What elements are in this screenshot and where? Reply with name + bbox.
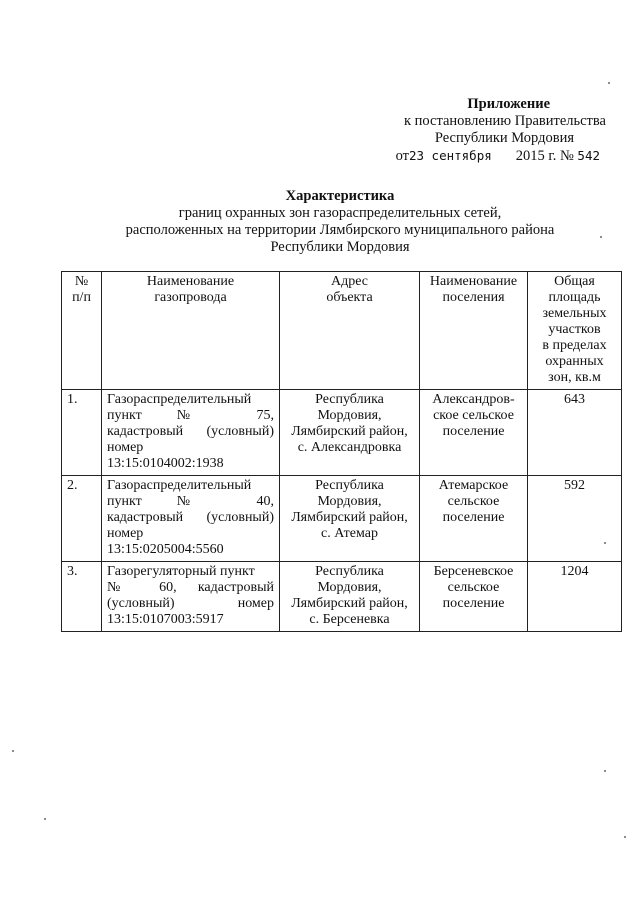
object-address: [280, 562, 420, 632]
address-line: Лямбирский район,: [291, 596, 408, 611]
settlement-line: Берсеневское: [433, 564, 514, 579]
object-address: [280, 476, 420, 562]
header-area-line: Общая: [554, 274, 595, 289]
heading-line-2: границ охранных зон газораспределительных сетей,: [178, 205, 502, 221]
settlement-name: [420, 476, 528, 562]
settlement-line: поселение: [442, 596, 505, 611]
appendix-block: [346, 96, 606, 165]
appendix-date-line: [346, 147, 606, 165]
scan-speck: [608, 82, 610, 84]
pipeline-name-line: номер: [107, 440, 144, 455]
header-number: [62, 272, 102, 390]
header-address: [280, 272, 420, 390]
pipeline-name-line: (условный) номер: [107, 596, 274, 611]
address-line: Республика: [315, 392, 384, 407]
address-line: Мордовия,: [317, 408, 382, 423]
header-settlement: [420, 272, 528, 390]
settlement-line: поселение: [442, 424, 505, 439]
header-area-line: зон, кв.м: [548, 370, 601, 385]
date-handwritten: 23 сентября: [408, 148, 492, 163]
pipeline-name-line: пункт № 40,: [107, 494, 274, 509]
pipeline-name-line: кадастровый (условный): [107, 510, 274, 525]
settlement-line: ское сельское: [433, 408, 514, 423]
appendix-republic-line: Республики Мордовия: [434, 130, 574, 146]
settlement-line: сельское: [447, 494, 500, 509]
address-line: Республика: [315, 564, 384, 579]
scan-speck: [44, 818, 46, 820]
pipeline-name-line: номер: [107, 526, 144, 541]
pipeline-name-line-text: пункт № 75,: [107, 408, 274, 423]
table-row: [62, 390, 622, 476]
pipeline-name-line: Газораспределительный: [107, 392, 252, 407]
settlement-name: [420, 390, 528, 476]
pipeline-name-line: 13:15:0107003:5917: [107, 612, 224, 627]
scan-speck: [12, 750, 14, 752]
area-value: 592: [528, 476, 622, 562]
pipeline-name: [102, 390, 280, 476]
address-line: Лямбирский район,: [291, 510, 408, 525]
pipeline-name-line: 13:15:0104002:1938: [107, 456, 224, 471]
table-row: [62, 562, 622, 632]
header-pipeline-line: Наименование: [146, 274, 235, 289]
pipeline-name: [102, 562, 280, 632]
heading-title: Характеристика: [285, 188, 395, 204]
scan-speck: [604, 542, 606, 544]
zones-table: [61, 271, 622, 632]
pipeline-name-line: 13:15:0205004:5560: [107, 542, 224, 557]
date-year: 2015 г. №: [515, 148, 574, 164]
pipeline-name: [102, 476, 280, 562]
document-number: 542: [577, 148, 600, 163]
address-line: с. Атемар: [321, 526, 378, 541]
settlement-line: сельское: [447, 580, 500, 595]
address-line: Мордовия,: [317, 580, 382, 595]
row-number: 2.: [62, 476, 102, 562]
settlement-line: Атемарское: [438, 478, 509, 493]
header-pipeline-line: газопровода: [154, 290, 227, 305]
date-prefix: от: [395, 148, 409, 164]
header-area-line: участков: [548, 322, 601, 337]
pipeline-name-line: [107, 408, 274, 424]
row-number: 3.: [62, 562, 102, 632]
pipeline-name-line: Газораспределительный: [107, 478, 252, 493]
header-address-line: Адрес: [330, 274, 368, 289]
header-address-line: объекта: [326, 290, 373, 305]
heading-line-4: Республики Мордовия: [270, 239, 410, 255]
header-area-line: в пределах: [542, 338, 607, 353]
header-number-line: №: [74, 274, 89, 289]
area-value: 1204: [528, 562, 622, 632]
header-area: [528, 272, 622, 390]
document-heading: [100, 188, 580, 256]
scan-speck: [624, 836, 626, 838]
scan-speck: [604, 770, 606, 772]
header-number-line: п/п: [72, 290, 91, 305]
appendix-resolution-line: к постановлению Правительства: [404, 113, 606, 129]
address-line: с. Берсеневка: [309, 612, 390, 627]
address-line: Республика: [315, 478, 384, 493]
address-line: с. Александровка: [297, 440, 402, 455]
scan-speck: [600, 236, 602, 238]
address-line: Лямбирский район,: [291, 424, 408, 439]
row-number: 1.: [62, 390, 102, 476]
header-area-line: охранных: [545, 354, 604, 369]
settlement-line: поселение: [442, 510, 505, 525]
heading-line-3: расположенных на территории Лямбирского муниципального района: [125, 222, 555, 238]
area-value: 643: [528, 390, 622, 476]
header-area-line: площадь: [548, 290, 601, 305]
header-settlement-line: Наименование: [429, 274, 518, 289]
address-line: Мордовия,: [317, 494, 382, 509]
header-pipeline-name: [102, 272, 280, 390]
pipeline-name-line: кадастровый (условный): [107, 424, 274, 439]
pipeline-name-line: Газорегуляторный пункт: [107, 564, 255, 579]
object-address: [280, 390, 420, 476]
header-area-line: земельных: [542, 306, 607, 321]
pipeline-name-line: № 60, кадастровый: [107, 580, 274, 595]
appendix-title: Приложение: [467, 96, 550, 112]
settlement-name: [420, 562, 528, 632]
table-row: [62, 476, 622, 562]
header-settlement-line: поселения: [442, 290, 505, 305]
table-header-row: [62, 272, 622, 390]
settlement-line: Александров-: [432, 392, 515, 407]
